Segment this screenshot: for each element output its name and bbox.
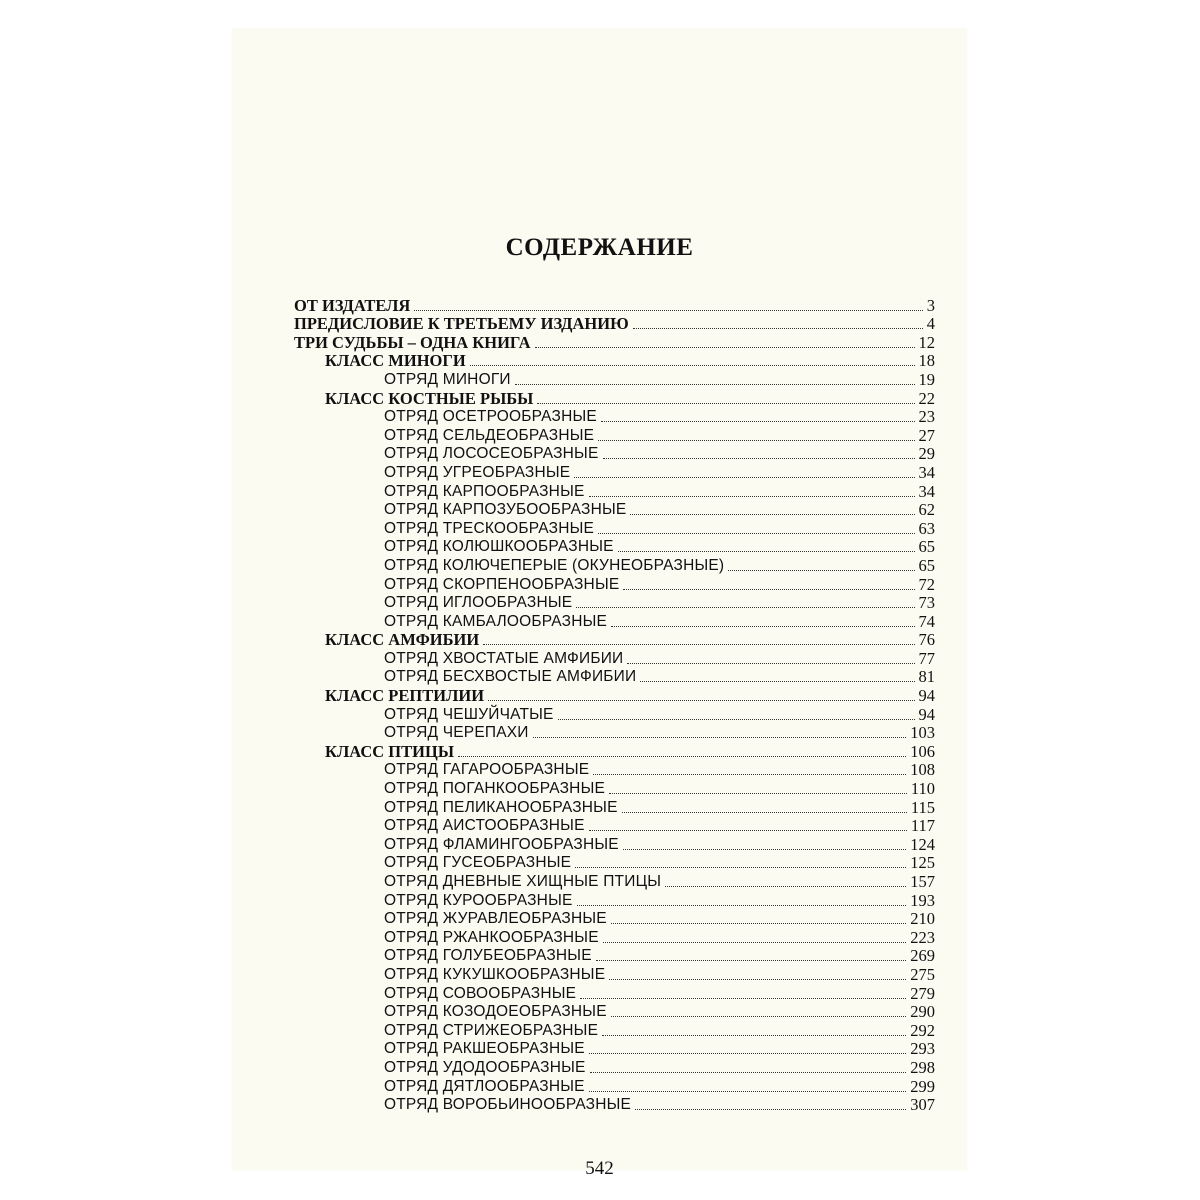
toc-entry-title: ОТРЯД КОЛЮШКООБРАЗНЫЕ [384,538,614,556]
toc-entry-page: 65 [918,555,935,575]
toc-entry-page: 293 [910,1039,935,1059]
dot-leader [575,867,906,868]
dot-leader [488,700,914,701]
dot-leader [598,440,914,441]
dot-leader [602,1035,906,1036]
toc-entry [294,370,935,389]
dot-leader [635,1109,906,1110]
toc-entry [294,463,935,482]
toc-entry-page: 72 [918,574,935,594]
dot-leader [665,886,906,887]
toc-entry-title: ОТРЯД ГАГАРООБРАЗНЫЕ [384,761,590,779]
dot-leader [640,681,914,682]
toc-entry-page: 103 [910,723,935,743]
toc-entry-page: 125 [910,853,935,873]
toc-entry-title: ОТРЯД ХВОСТАТЫЕ АМФИБИИ [384,649,624,667]
table-of-contents [294,296,935,1114]
toc-entry-title: ОТРЯД УГРЕОБРАЗНЫЕ [384,463,571,481]
dot-leader [576,607,914,608]
toc-entry-title: ОТРЯД КОЛЮЧЕПЕРЫЕ (ОКУНЕОБРАЗНЫЕ) [384,556,725,574]
toc-entry [294,761,935,780]
toc-entry-title: ОТРЯД ЧЕРЕПАХИ [384,724,529,742]
dot-leader [618,551,915,552]
toc-entry-title: КЛАСС МИНОГИ [325,351,466,371]
toc-entry [294,891,935,910]
dot-leader [728,570,914,571]
toc-entry-title: ОТРЯД КУРООБРАЗНЫЕ [384,891,573,909]
toc-entry-page: 279 [910,983,935,1003]
toc-entry [294,649,935,668]
page-title: СОДЕРЖАНИЕ [505,234,694,261]
toc-entry-page: 19 [918,369,935,389]
dot-leader [603,458,915,459]
dot-leader [574,477,914,478]
dot-leader [603,942,907,943]
dot-leader [589,830,907,831]
toc-entry-page: 62 [918,500,935,520]
toc-entry-page: 223 [910,927,935,947]
toc-entry-page: 73 [918,593,935,613]
toc-entry-page: 12 [918,332,935,352]
toc-entry-title: КЛАСС АМФИБИИ [325,630,480,650]
toc-entry [294,668,935,687]
dot-leader [589,496,915,497]
toc-entry [294,872,935,891]
dot-leader [623,849,906,850]
toc-entry-page: 3 [926,295,935,315]
dot-leader [630,514,914,515]
toc-entry-title: ОТРЯД СТРИЖЕОБРАЗНЫЕ [384,1021,599,1039]
toc-entry-page: 108 [910,760,935,780]
toc-entry-title: ОТРЯД ПОГАНКООБРАЗНЫЕ [384,780,606,798]
toc-entry-page: 290 [910,1002,935,1022]
toc-entry [294,352,935,371]
toc-entry-title: ОТРЯД ОСЕТРООБРАЗНЫЕ [384,408,597,426]
toc-entry-title: ОТРЯД СЕЛЬДЕОБРАЗНЫЕ [384,426,595,444]
dot-leader [611,923,906,924]
toc-entry [294,705,935,724]
toc-entry-page: 275 [910,964,935,984]
page-number: 542 [585,1158,614,1179]
dot-leader [598,533,914,534]
toc-entry [294,1077,935,1096]
toc-entry-title: ОТРЯД ДНЕВНЫЕ ХИЩНЫЕ ПТИЦЫ [384,873,662,890]
toc-entry-page: 117 [910,816,935,836]
toc-entry [294,965,935,984]
toc-entry-page: 4 [926,314,935,334]
toc-entry [294,389,935,408]
toc-entry-page: 94 [918,686,935,706]
toc-entry-title: ОТРЯД КАМБАЛООБРАЗНЫЕ [384,612,608,630]
toc-entry [294,445,935,464]
toc-entry-page: 22 [918,388,935,408]
toc-entry-title: ОТРЯД ГОЛУБЕОБРАЗНЫЕ [384,947,592,965]
toc-entry-title: ОТ ИЗДАТЕЛЯ [294,295,411,315]
toc-entry-page: 34 [918,481,935,501]
toc-entry-page: 74 [918,611,935,631]
toc-entry-title: ОТРЯД ЖУРАВЛЕОБРАЗНЫЕ [384,910,607,928]
toc-entry [294,984,935,1003]
dot-leader [515,384,915,385]
dot-leader [580,998,906,999]
dot-leader [623,589,914,590]
toc-entry [294,779,935,798]
toc-entry [294,575,935,594]
toc-entry [294,742,935,761]
toc-entry-title: ОТРЯД ВОРОБЬИНООБРАЗНЫЕ [384,1096,632,1114]
dot-leader [609,793,907,794]
toc-entry-page: 77 [918,648,935,668]
toc-entry-title: ОТРЯД КАРПОЗУБООБРАЗНЫЕ [384,501,627,519]
dot-leader [589,1053,906,1054]
toc-entry [294,1003,935,1022]
toc-entry [294,835,935,854]
toc-entry-title: ОТРЯД АИСТООБРАЗНЫЕ [384,817,585,835]
toc-entry [294,1021,935,1040]
toc-entry-page: 298 [910,1057,935,1077]
toc-entry-title: ОТРЯД КУКУШКООБРАЗНЫЕ [384,965,606,983]
toc-entry [294,686,935,705]
toc-entry-page: 23 [918,407,935,427]
toc-entry-title: КЛАСС КОСТНЫЕ РЫБЫ [325,388,534,408]
toc-entry-title: ОТРЯД ПЕЛИКАНООБРАЗНЫЕ [384,798,618,816]
toc-entry-page: 27 [918,425,935,445]
toc-entry [294,482,935,501]
dot-leader [577,905,907,906]
dot-leader [622,812,907,813]
toc-entry-page: 34 [918,462,935,482]
toc-entry [294,928,935,947]
dot-leader [601,421,915,422]
toc-entry [294,538,935,557]
toc-entry-page: 65 [918,537,935,557]
toc-entry-page: 307 [910,1095,935,1115]
toc-entry [294,854,935,873]
toc-entry-page: 115 [910,797,935,817]
toc-entry [294,724,935,743]
dot-leader [458,756,906,757]
toc-entry-page: 299 [910,1076,935,1096]
toc-entry [294,910,935,929]
toc-entry-title: ОТРЯД ЧЕШУЙЧАТЫЕ [384,705,554,723]
toc-entry-title: ОТРЯД БЕСХВОСТЫЕ АМФИБИИ [384,668,637,686]
dot-leader [589,1091,907,1092]
toc-entry [294,1040,935,1059]
toc-entry-title: ОТРЯД УДОДООБРАЗНЫЕ [384,1058,586,1076]
dot-leader [611,626,914,627]
toc-entry [294,556,935,575]
toc-entry-title: ОТРЯД РАКШЕОБРАЗНЫЕ [384,1040,585,1058]
dot-leader [590,1072,907,1073]
toc-entry [294,333,935,352]
toc-entry-page: 157 [910,872,935,891]
toc-entry-title: ОТРЯД РЖАНКООБРАЗНЫЕ [384,928,599,946]
toc-entry-page: 18 [918,351,935,371]
dot-leader [483,644,914,645]
dot-leader [414,310,922,311]
toc-entry-title: ОТРЯД КАРПООБРАЗНЫЕ [384,482,585,500]
toc-entry-page: 94 [918,704,935,724]
dot-leader [609,979,906,980]
toc-entry [294,315,935,334]
dot-leader [470,365,915,366]
toc-entry [294,612,935,631]
toc-entry-page: 193 [910,890,935,910]
toc-entry-title: ОТРЯД ФЛАМИНГООБРАЗНЫЕ [384,835,619,853]
toc-entry-title: ОТРЯД СОВООБРАЗНЫЕ [384,984,577,1002]
dot-leader [627,663,914,664]
book-page [232,28,967,1179]
toc-entry-title: ОТРЯД ДЯТЛООБРАЗНЫЕ [384,1077,585,1095]
toc-entry [294,594,935,613]
toc-entry [294,1096,935,1115]
toc-entry-title: ОТРЯД КОЗОДОЕОБРАЗНЫЕ [384,1003,607,1021]
dot-leader [558,719,915,720]
dot-leader [611,1016,907,1017]
toc-entry-title: ОТРЯД ИГЛООБРАЗНЫЕ [384,594,573,612]
toc-entry-title: КЛАСС РЕПТИЛИИ [325,686,485,706]
dot-leader [593,774,906,775]
toc-entry-title: КЛАСС ПТИЦЫ [325,741,455,761]
toc-entry-title: ОТРЯД ГУСЕОБРАЗНЫЕ [384,854,572,872]
toc-entry [294,426,935,445]
toc-entry-page: 124 [910,834,935,854]
toc-entry [294,296,935,315]
dot-leader [633,328,923,329]
dot-leader [537,403,914,404]
toc-entry-title: ОТРЯД МИНОГИ [384,370,511,388]
toc-entry-page: 63 [918,518,935,538]
toc-entry-title: ТРИ СУДЬБЫ – ОДНА КНИГА [294,332,531,352]
toc-entry [294,519,935,538]
toc-entry-page: 76 [918,630,935,650]
toc-entry-page: 81 [918,667,935,687]
toc-entry [294,1058,935,1077]
toc-entry-page: 292 [910,1020,935,1040]
dot-leader [596,960,906,961]
toc-entry-title: ПРЕДИСЛОВИЕ К ТРЕТЬЕМУ ИЗДАНИЮ [294,314,629,334]
toc-entry [294,947,935,966]
toc-entry [294,817,935,836]
dot-leader [535,347,915,348]
toc-entry-title: ОТРЯД ЛОСОСЕОБРАЗНЫЕ [384,445,599,463]
toc-entry-page: 210 [910,909,935,929]
toc-entry-page: 29 [918,444,935,464]
toc-entry [294,798,935,817]
toc-entry-title: ОТРЯД СКОРПЕНООБРАЗНЫЕ [384,575,620,593]
dot-leader [533,737,907,738]
toc-entry-page: 110 [910,779,935,799]
toc-entry [294,631,935,650]
toc-entry-page: 269 [910,946,935,966]
toc-entry [294,408,935,427]
toc-entry-page: 106 [910,741,935,761]
toc-entry [294,501,935,520]
toc-entry-title: ОТРЯД ТРЕСКООБРАЗНЫЕ [384,519,595,537]
